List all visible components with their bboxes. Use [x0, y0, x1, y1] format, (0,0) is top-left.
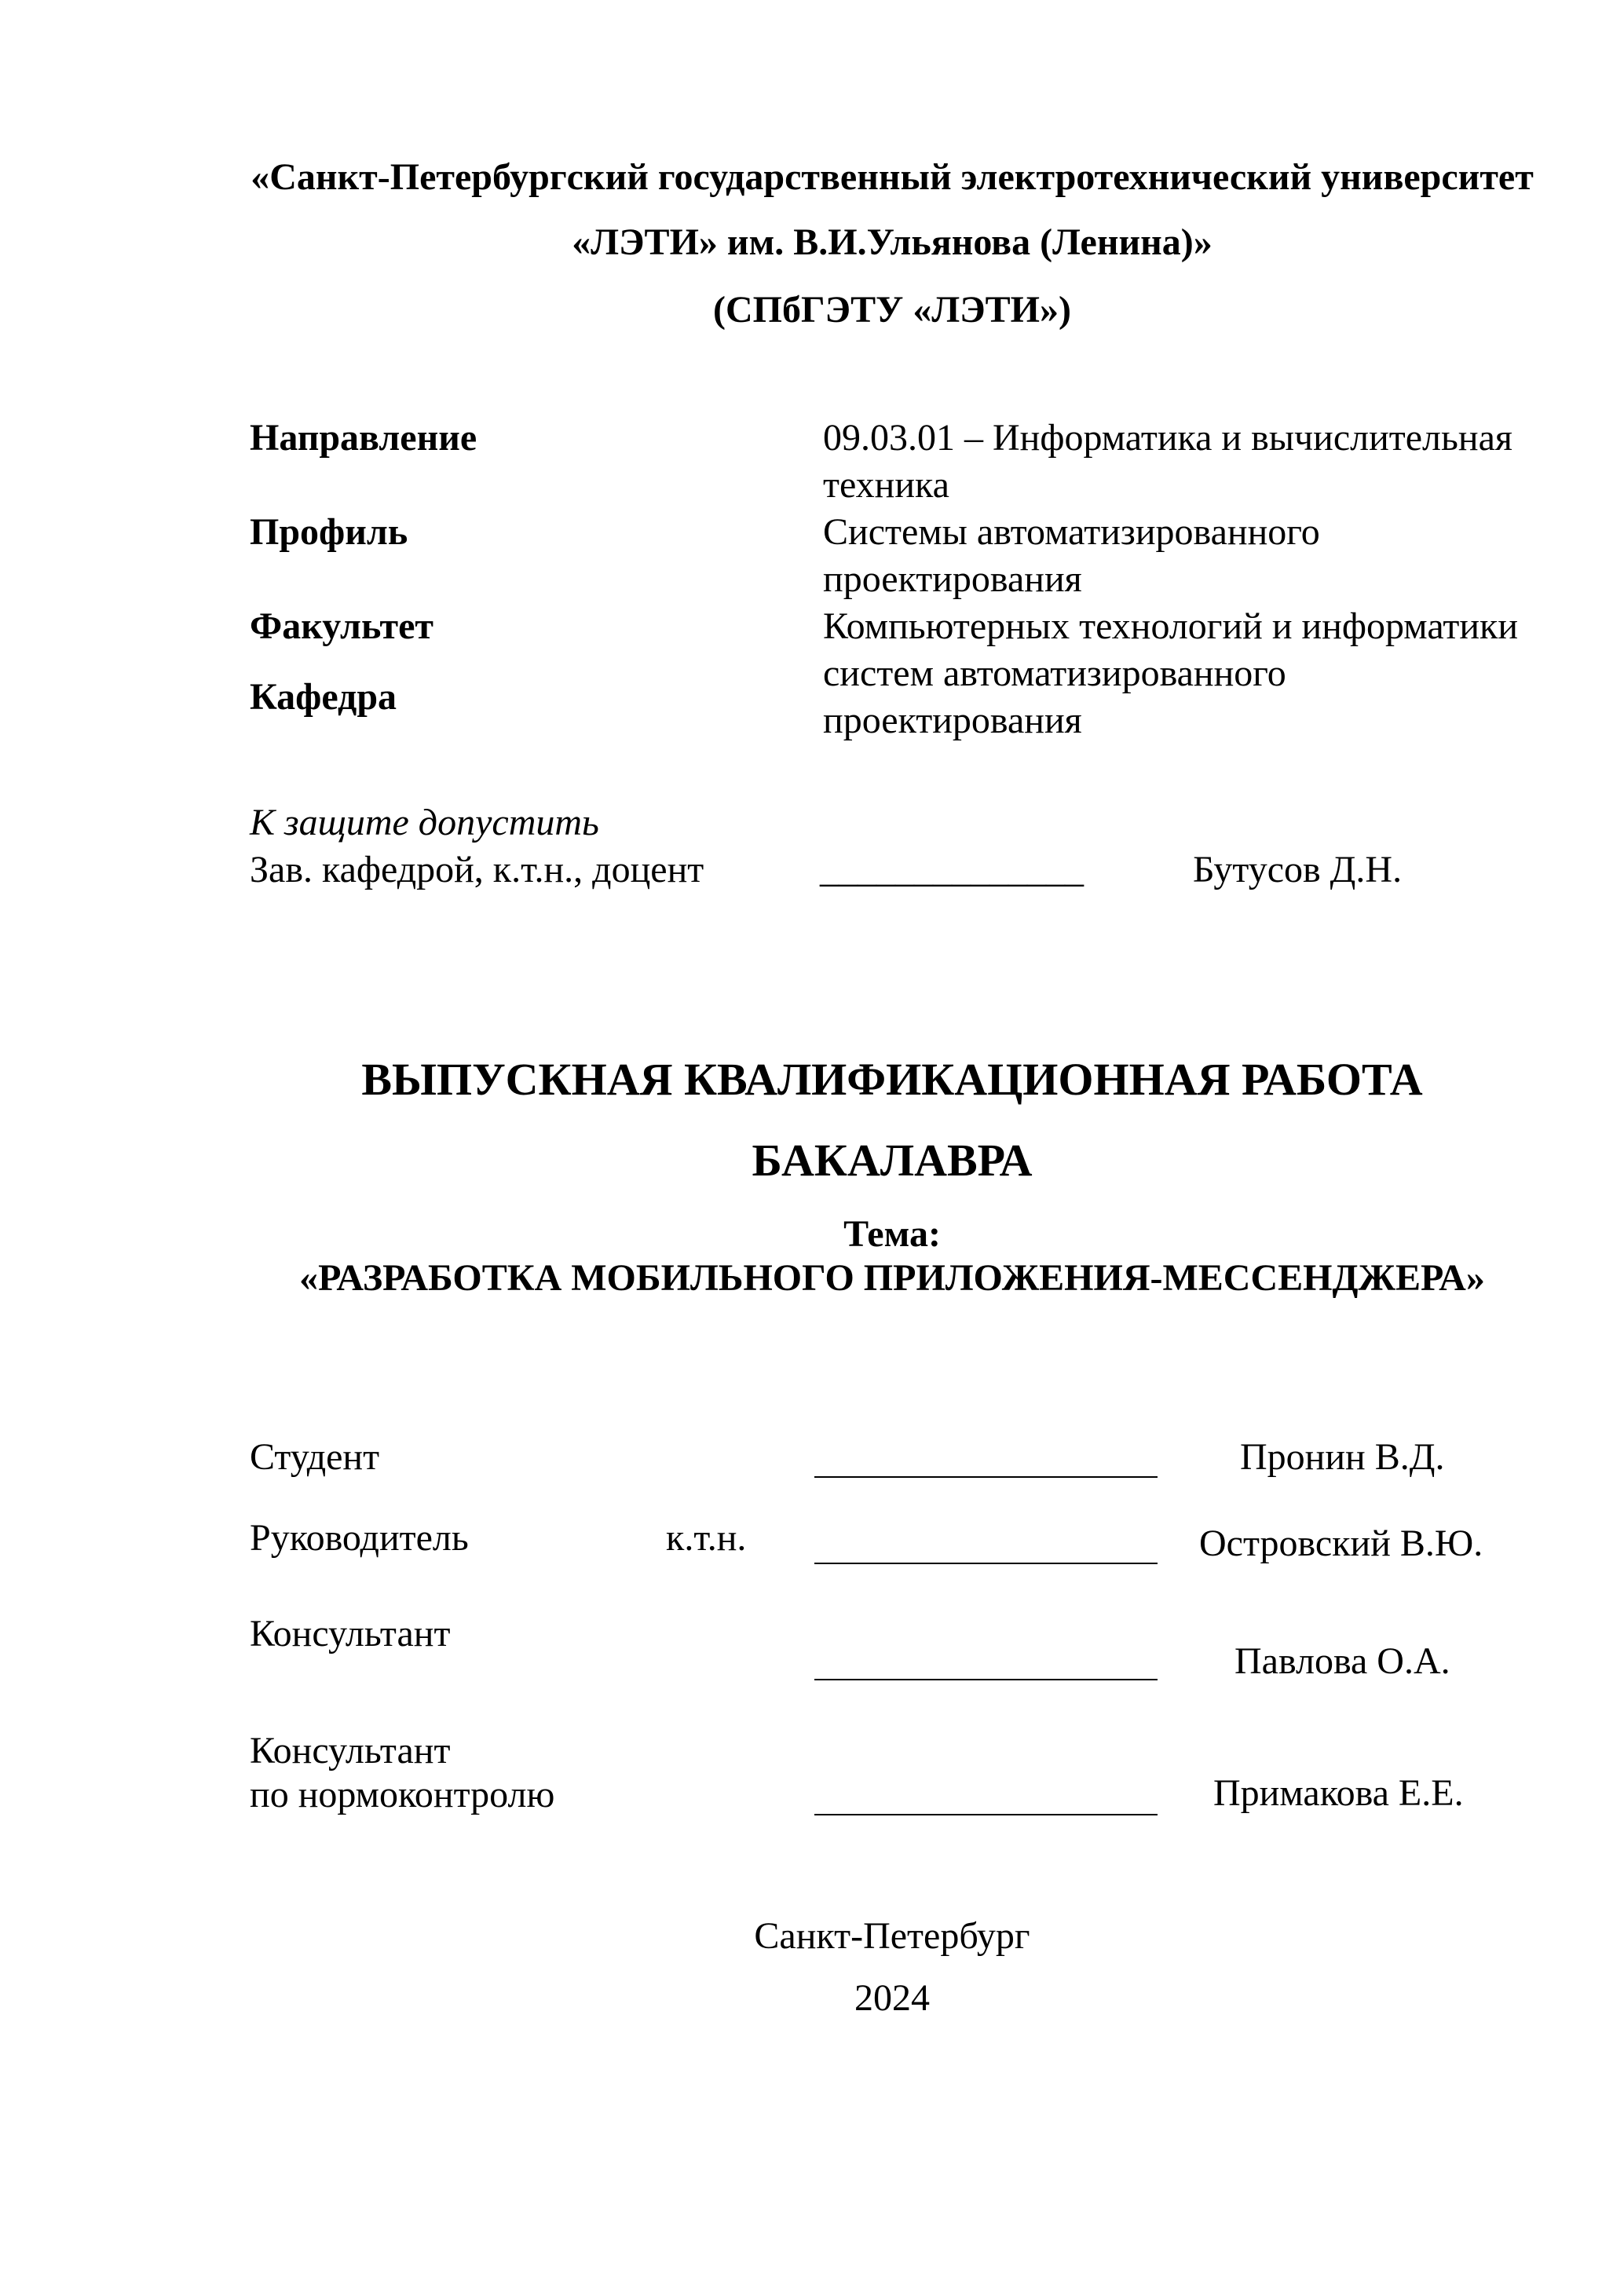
consultant-label: Консультант [250, 1613, 451, 1654]
header-line-3: (СПбГЭТУ «ЛЭТИ») [713, 289, 1071, 331]
consultant-signature-line [814, 1679, 1158, 1680]
head-name: Бутусов Д.Н. [1193, 849, 1403, 890]
head-label: Зав. кафедрой, к.т.н., доцент [250, 849, 704, 890]
norm-control-name: Примакова Е.Е. [1213, 1772, 1464, 1814]
consultant-name: Павлова О.А. [1234, 1640, 1450, 1682]
department-value-2: проектирования [823, 700, 1082, 741]
direction-value-2: техника [823, 464, 949, 506]
direction-value-1: 09.03.01 – Информатика и вычислительная [823, 417, 1512, 459]
admit-text: К защите допустить [250, 802, 599, 843]
student-signature-line [814, 1476, 1158, 1478]
norm-control-label-2: по нормоконтролю [250, 1774, 555, 1815]
direction-label: Направление [250, 417, 477, 459]
topic-label: Тема: [843, 1213, 941, 1255]
student-name: Пронин В.Д. [1240, 1436, 1445, 1478]
norm-control-signature-line [814, 1814, 1158, 1815]
norm-control-label-1: Консультант [250, 1730, 451, 1771]
header-line-2: «ЛЭТИ» им. В.И.Ульянова (Ленина)» [572, 221, 1213, 263]
topic: «РАЗРАБОТКА МОБИЛЬНОГО ПРИЛОЖЕНИЯ-МЕССЕНДЖЕРА» [299, 1257, 1485, 1299]
department-value-1: систем автоматизированного [823, 653, 1286, 694]
faculty-value: Компьютерных технологий и информатики [823, 605, 1519, 647]
supervisor-label: Руководитель [250, 1517, 469, 1559]
student-label: Студент [250, 1436, 380, 1478]
faculty-label: Факультет [250, 605, 433, 647]
title-line-2: БАКАЛАВРА [752, 1135, 1033, 1186]
year: 2024 [854, 1977, 930, 2019]
supervisor-degree: к.т.н. [666, 1517, 747, 1559]
city: Санкт-Петербург [754, 1915, 1030, 1957]
supervisor-signature-line [814, 1563, 1158, 1564]
title-line-1: ВЫПУСКНАЯ КВАЛИФИКАЦИОННАЯ РАБОТА [361, 1054, 1423, 1105]
profile-value-1: Системы автоматизированного [823, 511, 1320, 553]
department-label: Кафедра [250, 676, 397, 718]
header-line-1: «Санкт-Петербургский государственный электротехнический университет [251, 156, 1534, 198]
head-signature-line: ______________ [820, 849, 1084, 890]
supervisor-name: Островский В.Ю. [1199, 1523, 1483, 1564]
profile-label: Профиль [250, 511, 408, 553]
profile-value-2: проектирования [823, 558, 1082, 600]
